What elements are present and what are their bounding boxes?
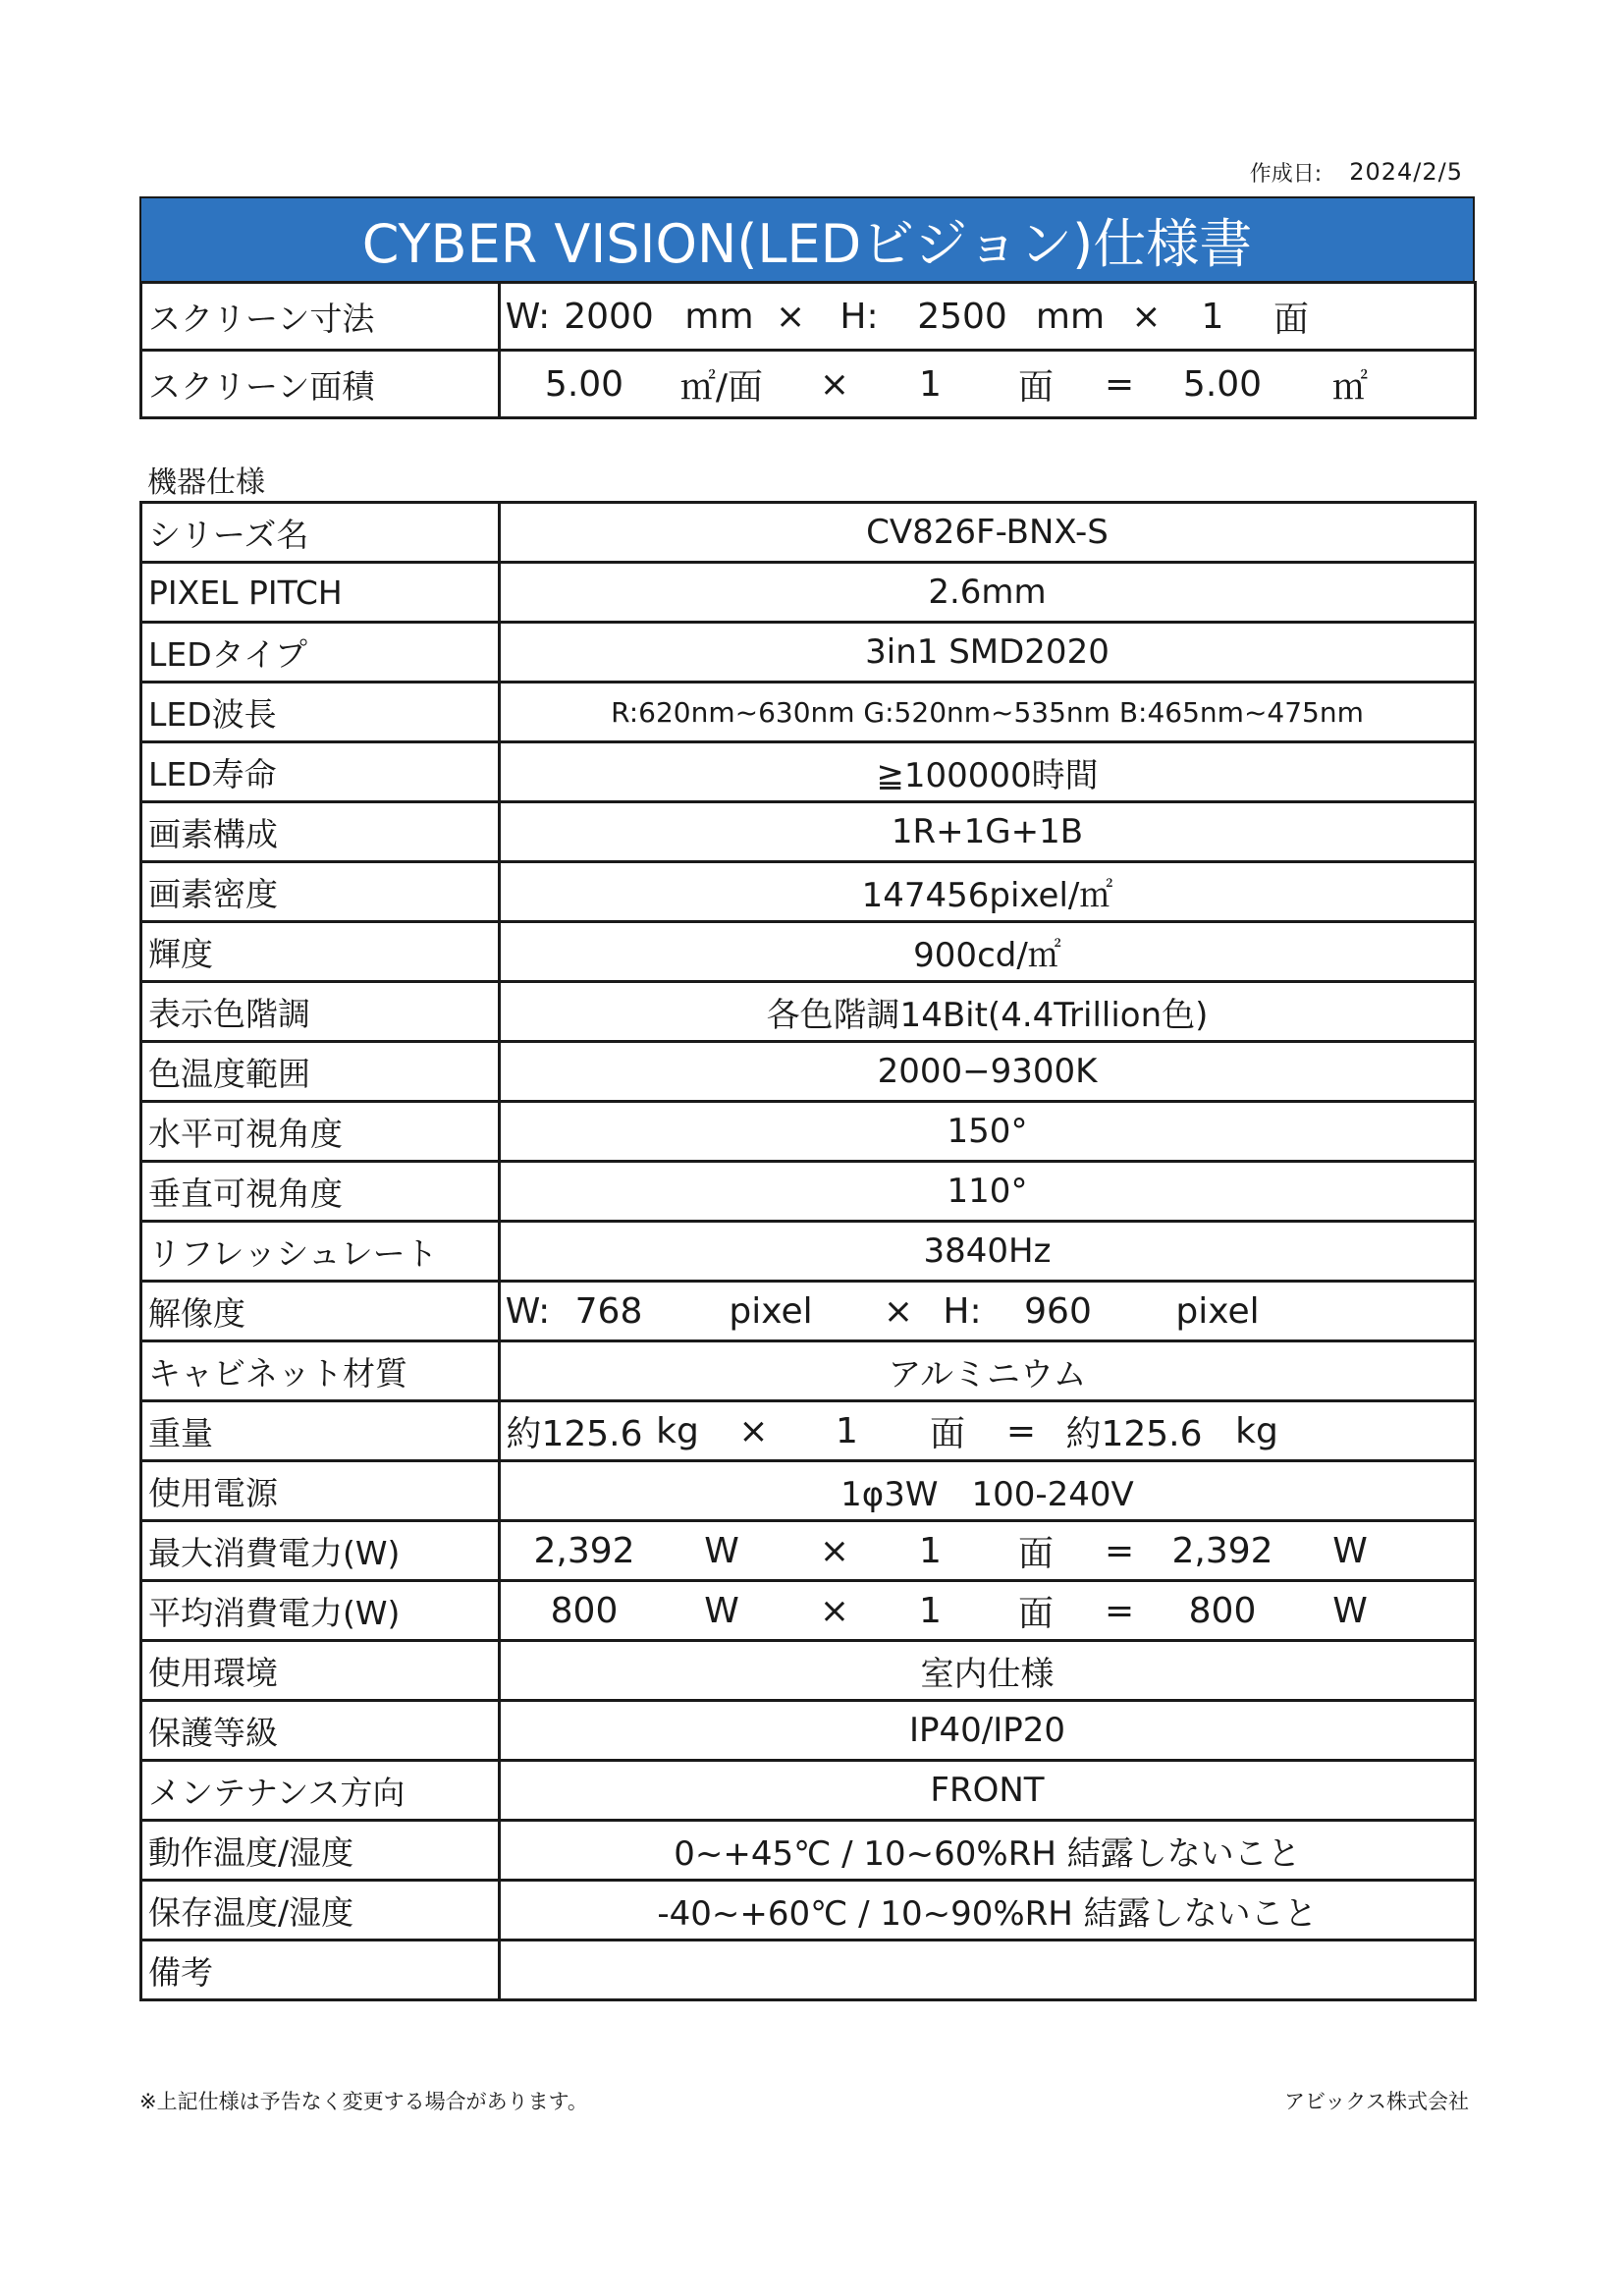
max-power-face: 面 (1017, 1533, 1054, 1574)
spec-row-h-angle (141, 1102, 1476, 1162)
footnote: ※上記仕様は予告なく変更する場合があります。 (139, 2090, 588, 2113)
spec-value: 各色階調14Bit(4.4Trillion色) (500, 982, 1476, 1042)
avg-power-unit: W (704, 1590, 739, 1631)
section-title: 機器仕様 (147, 465, 265, 500)
spec-label: 表示色階調 (141, 982, 500, 1042)
area-total-unit: ㎡ (1331, 366, 1368, 408)
res-times: × (883, 1290, 914, 1332)
avg-power-count: 1 (919, 1590, 942, 1631)
spec-label: 使用電源 (141, 1461, 500, 1521)
spec-row-series (141, 503, 1476, 563)
spec-row-cabinet (141, 1341, 1476, 1401)
spec-label: 備考 (141, 1941, 500, 2000)
spec-value: アルミニウム (500, 1341, 1476, 1401)
max-power-equals: = (1105, 1530, 1135, 1571)
res-h-label: H: (943, 1290, 982, 1332)
spec-row-color-depth (141, 982, 1476, 1042)
spec-row-protection (141, 1701, 1476, 1761)
area-total: 5.00 (1182, 363, 1263, 405)
spec-row-environment (141, 1641, 1476, 1701)
spec-value: 900cd/㎡ (500, 922, 1476, 982)
res-w-label: W: (505, 1290, 551, 1332)
area-equals: = (1105, 363, 1135, 405)
spec-row-operating (141, 1821, 1476, 1881)
max-power-count: 1 (919, 1530, 942, 1571)
weight-times: × (738, 1410, 769, 1451)
spec-row-storage (141, 1881, 1476, 1941)
spec-value: IP40/IP20 (500, 1701, 1476, 1761)
spec-label: LED寿命 (141, 742, 500, 802)
spec-label: 保護等級 (141, 1701, 500, 1761)
spec-label: LEDタイプ (141, 623, 500, 683)
weight-count: 1 (836, 1410, 858, 1451)
weight-equals: = (1005, 1410, 1037, 1451)
spec-label: LED波長 (141, 683, 500, 742)
screen-size-value (500, 283, 1476, 351)
weight-total: 約125.6 (1065, 1413, 1203, 1454)
spec-value (500, 1401, 1476, 1461)
creation-date (1139, 157, 1463, 187)
spec-label: 垂直可視角度 (141, 1162, 500, 1222)
spec-value: 室内仕様 (500, 1641, 1476, 1701)
spec-row-lifetime (141, 742, 1476, 802)
screen-face: 面 (1272, 299, 1309, 340)
spec-label: リフレッシュレート (141, 1222, 500, 1282)
weight-total-unit: kg (1235, 1410, 1278, 1451)
spec-value: 2000−9300K (500, 1042, 1476, 1102)
spec-value: CV826F-BNX-S (500, 503, 1476, 563)
spec-value: 110° (500, 1162, 1476, 1222)
spec-row-refresh (141, 1222, 1476, 1282)
spec-value: 2.6mm (500, 563, 1476, 623)
screen-area-label: スクリーン面積 (141, 351, 500, 418)
spec-label: 輝度 (141, 922, 500, 982)
spec-label: 平均消費電力(W) (141, 1581, 500, 1641)
screen-times-1: × (776, 296, 806, 337)
max-power-total-unit: W (1332, 1530, 1368, 1571)
area-count: 1 (919, 363, 942, 405)
spec-label: PIXEL PITCH (141, 563, 500, 623)
spec-label: キャビネット材質 (141, 1341, 500, 1401)
spec-row-led-type (141, 623, 1476, 683)
screen-table (139, 281, 1477, 419)
screen-h-value: 2500 (917, 296, 1007, 337)
spec-label: 動作温度/湿度 (141, 1821, 500, 1881)
weight-per-face: 約125.6 (506, 1413, 643, 1454)
spec-value (500, 1941, 1476, 2000)
spec-value: 150° (500, 1102, 1476, 1162)
spec-label: メンテナンス方向 (141, 1761, 500, 1821)
spec-value: 147456pixel/㎡ (500, 862, 1476, 922)
date-value: 2024/2/5 (1349, 158, 1463, 186)
screen-h-unit: mm (1035, 296, 1106, 337)
res-w-unit: pixel (729, 1290, 813, 1332)
spec-row-maintenance (141, 1761, 1476, 1821)
spec-row-color-temp (141, 1042, 1476, 1102)
max-power-times: × (819, 1530, 850, 1571)
spec-label: 水平可視角度 (141, 1102, 500, 1162)
avg-power-per-face: 800 (550, 1590, 619, 1631)
screen-w-unit: mm (684, 296, 754, 337)
spec-value: R:620nm~630nm G:520nm~535nm B:465nm~475nm (500, 683, 1476, 742)
spec-label: 最大消費電力(W) (141, 1521, 500, 1581)
spec-label: 重量 (141, 1401, 500, 1461)
spec-row-weight (141, 1401, 1476, 1461)
spec-label: 保存温度/湿度 (141, 1881, 500, 1941)
spec-value: -40~+60℃ / 10~90%RH 結露しないこと (500, 1881, 1476, 1941)
max-power-total: 2,392 (1171, 1530, 1273, 1571)
area-times: × (819, 363, 850, 405)
spec-row-pixel-config (141, 802, 1476, 862)
weight-unit: kg (656, 1410, 699, 1451)
screen-times-2: × (1131, 296, 1162, 337)
avg-power-times: × (819, 1590, 850, 1631)
avg-power-total-unit: W (1332, 1590, 1368, 1631)
res-h-value: 960 (1024, 1290, 1092, 1332)
max-power-unit: W (704, 1530, 739, 1571)
spec-row-power (141, 1461, 1476, 1521)
spec-row-remarks (141, 1941, 1476, 2000)
spec-row-resolution (141, 1282, 1476, 1341)
date-label: 作成日: (1249, 161, 1323, 187)
avg-power-equals: = (1105, 1590, 1135, 1631)
screen-count: 1 (1201, 296, 1224, 337)
spec-value (500, 1581, 1476, 1641)
screen-area-row (141, 351, 1476, 418)
spec-row-brightness (141, 922, 1476, 982)
spec-row-pitch (141, 563, 1476, 623)
spec-row-pixel-density (141, 862, 1476, 922)
spec-label: 解像度 (141, 1282, 500, 1341)
spec-value: 1φ3W 100-240V (500, 1461, 1476, 1521)
area-unit: ㎡/面 (679, 366, 764, 408)
spec-row-wavelength (141, 683, 1476, 742)
spec-value (500, 1282, 1476, 1341)
spec-row-max-power (141, 1521, 1476, 1581)
document-title: CYBER VISION(LEDビジョン)仕様書 (139, 196, 1475, 281)
spec-value: FRONT (500, 1761, 1476, 1821)
res-w-value: 768 (574, 1290, 643, 1332)
spec-value: 1R+1G+1B (500, 802, 1476, 862)
screen-size-row (141, 283, 1476, 351)
res-h-unit: pixel (1175, 1290, 1260, 1332)
spec-label: 使用環境 (141, 1641, 500, 1701)
spec-label: 色温度範囲 (141, 1042, 500, 1102)
weight-face: 面 (929, 1413, 965, 1454)
specs-table (139, 501, 1477, 2001)
spec-value (500, 1521, 1476, 1581)
screen-h-label: H: (839, 296, 879, 337)
max-power-per-face: 2,392 (533, 1530, 635, 1571)
spec-value: 3840Hz (500, 1222, 1476, 1282)
spec-value: 3in1 SMD2020 (500, 623, 1476, 683)
company-name: アビックス株式会社 (1284, 2090, 1469, 2113)
area-face: 面 (1017, 366, 1054, 408)
spec-label: 画素密度 (141, 862, 500, 922)
area-per-face: 5.00 (544, 363, 624, 405)
spec-label: 画素構成 (141, 802, 500, 862)
spec-row-v-angle (141, 1162, 1476, 1222)
spec-value: 0~+45℃ / 10~60%RH 結露しないこと (500, 1821, 1476, 1881)
screen-w-label: W: (505, 296, 551, 337)
spec-row-avg-power (141, 1581, 1476, 1641)
avg-power-total: 800 (1188, 1590, 1257, 1631)
spec-label: シリーズ名 (141, 503, 500, 563)
avg-power-face: 面 (1017, 1593, 1054, 1634)
screen-w-value: 2000 (564, 296, 654, 337)
screen-size-label: スクリーン寸法 (141, 283, 500, 351)
spec-value: ≧100000時間 (500, 742, 1476, 802)
screen-area-value (500, 351, 1476, 418)
